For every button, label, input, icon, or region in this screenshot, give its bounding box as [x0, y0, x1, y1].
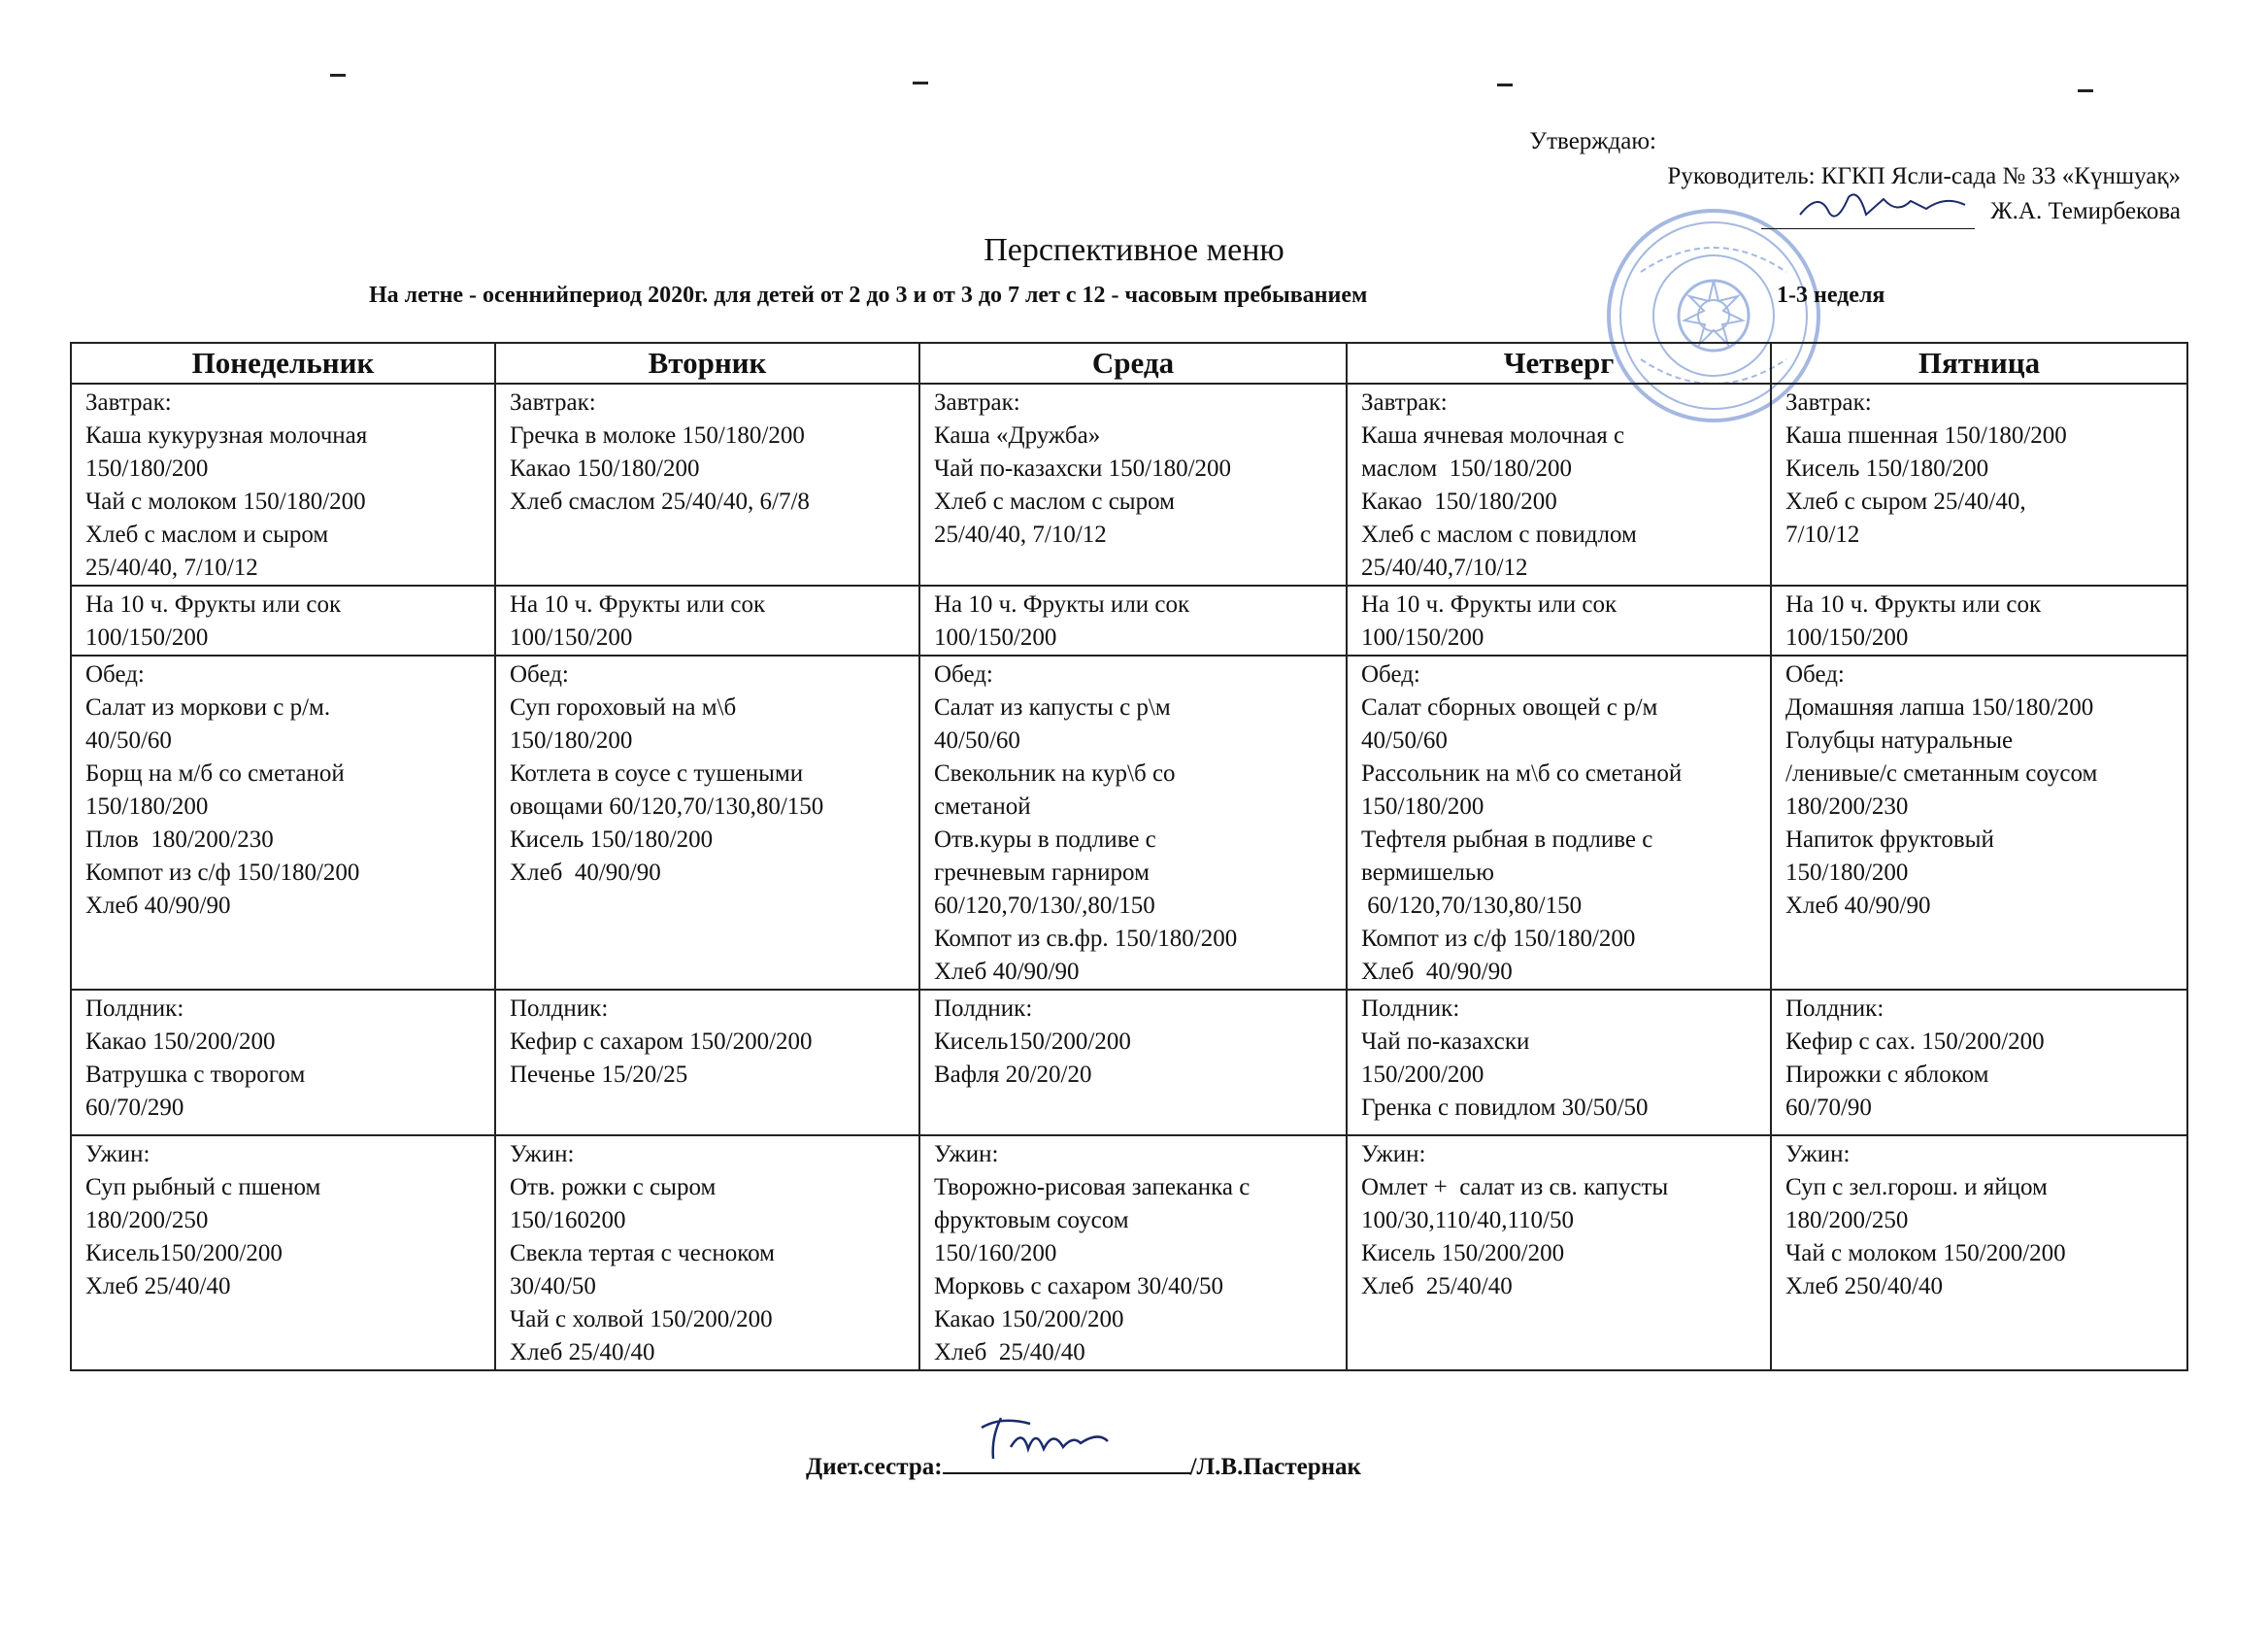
meal-heading: Завтрак:	[1785, 389, 1872, 416]
menu-item: Гренка с повидлом 30/50/50	[1361, 1095, 1649, 1121]
menu-item: Гречка в молоке 150/180/200	[510, 422, 805, 449]
menu-item: Каша кукурузная молочная	[85, 422, 368, 449]
menu-item: Кисель150/200/200	[934, 1028, 1131, 1055]
menu-item: Чай с молоком 150/200/200	[1785, 1240, 2066, 1266]
nurse-signature	[943, 1447, 1190, 1474]
menu-cell	[1347, 586, 1771, 656]
menu-item: 150/160200	[510, 1207, 626, 1233]
menu-item: Домашняя лапша 150/180/200	[1785, 694, 2094, 721]
menu-item: Кефир с сахаром 150/200/200	[510, 1028, 813, 1055]
meal-heading: Обед:	[934, 661, 993, 688]
meal-heading: Обед:	[510, 661, 569, 688]
breakfast-row	[71, 384, 2187, 586]
menu-item: Компот из с/ф 150/180/200	[1361, 926, 1636, 952]
day-header: Четверг	[1347, 343, 1771, 384]
menu-cell	[1347, 384, 1771, 586]
meal-heading: Завтрак:	[85, 389, 172, 416]
menu-item: 25/40/40,7/10/12	[1361, 555, 1528, 581]
menu-item: 40/50/60	[934, 727, 1020, 754]
menu-cell	[1771, 586, 2187, 656]
menu-item: 100/150/200	[1361, 624, 1484, 651]
menu-cell	[1347, 656, 1771, 990]
menu-item: Чай по-казахски 150/180/200	[934, 455, 1232, 482]
menu-item: 150/180/200	[85, 455, 209, 482]
menu-cell	[1347, 990, 1771, 1135]
meal-heading: На 10 ч. Фрукты или сок	[85, 591, 342, 618]
meal-heading: Обед:	[85, 661, 145, 688]
menu-item: Хлеб 40/90/90	[1361, 959, 1513, 985]
menu-item: Хлеб смаслом 25/40/40, 6/7/8	[510, 489, 810, 515]
menu-item: Хлеб 25/40/40	[85, 1273, 231, 1299]
scan-mark	[1497, 84, 1513, 86]
menu-item: Чай по-казахски	[1361, 1028, 1530, 1055]
menu-cell	[1347, 1135, 1771, 1370]
menu-item: 60/120,70/130,80/150	[1361, 893, 1583, 919]
menu-cell	[71, 1135, 495, 1370]
menu-item: Отв. рожки с сыром	[510, 1174, 717, 1200]
approval-label: Утверждаю:	[1529, 128, 1656, 154]
menu-item: 25/40/40, 7/10/12	[934, 522, 1107, 548]
meal-heading: Ужин:	[510, 1141, 575, 1167]
menu-item: Какао 150/180/200	[1361, 489, 1557, 515]
approval-block	[1529, 124, 2181, 229]
menu-cell	[71, 586, 495, 656]
menu-item: фруктовым соусом	[934, 1207, 1129, 1233]
menu-cell	[919, 1135, 1347, 1370]
menu-item: вермишелью	[1361, 859, 1494, 886]
menu-cell	[1771, 990, 2187, 1135]
menu-item: 180/200/250	[85, 1207, 209, 1233]
menu-item: Борщ на м/б со сметаной	[85, 760, 345, 787]
day-header: Вторник	[495, 343, 919, 384]
menu-item: Хлеб с маслом с сыром	[934, 489, 1175, 515]
menu-item: Тефтеля рыбная в подливе с	[1361, 826, 1653, 853]
menu-item: Каша ячневая молочная с	[1361, 422, 1625, 449]
menu-item: Печенье 15/20/25	[510, 1061, 688, 1088]
director-name: Ж.А. Темирбекова	[1990, 198, 2181, 224]
menu-item: Хлеб 250/40/40	[1785, 1273, 1943, 1299]
menu-item: 180/200/250	[1785, 1207, 1909, 1233]
menu-item: Каша «Дружба»	[934, 422, 1101, 449]
meal-heading: Полдник:	[1361, 995, 1460, 1022]
menu-cell	[495, 1135, 919, 1370]
meal-heading: Ужин:	[1361, 1141, 1426, 1167]
meal-heading: Полдник:	[1785, 995, 1884, 1022]
menu-item: Суп с зел.горош. и яйцом	[1785, 1174, 2048, 1200]
day-header: Пятница	[1771, 343, 2187, 384]
footer-signature	[806, 1447, 1361, 1484]
menu-item: 100/30,110/40,110/50	[1361, 1207, 1574, 1233]
menu-item: 100/150/200	[85, 624, 209, 651]
menu-item: Свекла тертая с чесноком	[510, 1240, 775, 1266]
menu-item: Кисель 150/180/200	[1785, 455, 1989, 482]
dinner-row	[71, 1135, 2187, 1370]
meal-heading: На 10 ч. Фрукты или сок	[934, 591, 1190, 618]
menu-item: Свекольник на кур\б со	[934, 760, 1176, 787]
menu-item: Суп рыбный с пшеном	[85, 1174, 321, 1200]
day-header: Среда	[919, 343, 1347, 384]
menu-item: сметаной	[934, 793, 1031, 820]
menu-cell	[919, 656, 1347, 990]
menu-item: маслом 150/180/200	[1361, 455, 1573, 482]
menu-cell	[71, 990, 495, 1135]
meal-heading: Ужин:	[934, 1141, 999, 1167]
menu-item: 150/180/200	[1361, 793, 1484, 820]
menu-body	[71, 384, 2187, 1370]
afternoon-snack-row	[71, 990, 2187, 1135]
meal-heading: Обед:	[1361, 661, 1420, 688]
menu-table	[70, 342, 2188, 1371]
menu-cell	[1771, 384, 2187, 586]
menu-item: Кефир с сах. 150/200/200	[1785, 1028, 2045, 1055]
director-line: Руководитель: КГКП Ясли-сада № 33 «Күншуақ»	[1667, 163, 2181, 189]
menu-cell	[495, 656, 919, 990]
menu-cell	[919, 384, 1347, 586]
menu-item: Хлеб с маслом с повидлом	[1361, 522, 1637, 548]
menu-item: Хлеб 40/90/90	[510, 859, 661, 886]
menu-item: Омлет + салат из св. капусты	[1361, 1174, 1669, 1200]
menu-item: Кисель 150/200/200	[1361, 1240, 1565, 1266]
menu-item: Хлеб 25/40/40	[934, 1339, 1085, 1365]
menu-cell	[919, 586, 1347, 656]
menu-item: Салат сборных овощей с р/м	[1361, 694, 1658, 721]
menu-item: Хлеб с сыром 25/40/40,	[1785, 489, 2026, 515]
meal-heading: Полдник:	[934, 995, 1033, 1022]
meal-heading: Обед:	[1785, 661, 1845, 688]
week-label: 1-3 неделя	[1777, 283, 1885, 308]
page-title: Перспективное меню	[984, 232, 1284, 268]
menu-cell	[919, 990, 1347, 1135]
snack-row	[71, 586, 2187, 656]
menu-item: 25/40/40, 7/10/12	[85, 555, 258, 581]
menu-item: 7/10/12	[1785, 522, 1860, 548]
menu-cell	[71, 656, 495, 990]
meal-heading: Полдник:	[510, 995, 609, 1022]
menu-item: овощами 60/120,70/130,80/150	[510, 793, 824, 820]
menu-item: Какао 150/180/200	[510, 455, 700, 482]
menu-item: Кисель 150/180/200	[510, 826, 714, 853]
menu-item: Хлеб 25/40/40	[1361, 1273, 1513, 1299]
scan-mark	[913, 82, 928, 84]
scan-mark	[2078, 89, 2093, 92]
day-header: Понедельник	[71, 343, 495, 384]
menu-item: Ватрушка с творогом	[85, 1061, 306, 1088]
menu-item: Каша пшенная 150/180/200	[1785, 422, 2067, 449]
menu-item: Хлеб 25/40/40	[510, 1339, 655, 1365]
menu-item: Творожно-рисовая запеканка с	[934, 1174, 1251, 1200]
director-signature-line	[1529, 194, 2181, 229]
menu-item: Компот из с/ф 150/180/200	[85, 859, 360, 886]
day-header-row	[71, 343, 2187, 384]
meal-heading: Завтрак:	[510, 389, 596, 416]
page-subtitle: На летне - осеннийпериод 2020г. для детей от 2 до 3 и от 3 до 7 лет с 12 - часовым пребыванием	[369, 283, 1368, 308]
menu-item: Вафля 20/20/20	[934, 1061, 1092, 1088]
menu-item: Отв.куры в подливе с	[934, 826, 1156, 853]
footer-label: Диет.сестра:	[806, 1454, 943, 1480]
menu-item: Хлеб 40/90/90	[934, 959, 1080, 985]
menu-item: Плов 180/200/230	[85, 826, 274, 853]
director-signature	[1761, 199, 1975, 229]
meal-heading: На 10 ч. Фрукты или сок	[1361, 591, 1618, 618]
menu-item: Какао 150/200/200	[934, 1306, 1124, 1332]
menu-item: Кисель150/200/200	[85, 1240, 283, 1266]
meal-heading: На 10 ч. Фрукты или сок	[1785, 591, 2042, 618]
menu-item: 40/50/60	[1361, 727, 1448, 754]
menu-item: Компот из св.фр. 150/180/200	[934, 926, 1238, 952]
menu-item: 100/150/200	[934, 624, 1057, 651]
menu-item: Хлеб 40/90/90	[1785, 893, 1931, 919]
menu-item: 180/200/230	[1785, 793, 1909, 820]
meal-heading: Завтрак:	[934, 389, 1020, 416]
menu-item: 150/160/200	[934, 1240, 1057, 1266]
menu-item: Чай с холвой 150/200/200	[510, 1306, 773, 1332]
menu-item: /ленивые/с сметанным соусом	[1785, 760, 2098, 787]
menu-item: 150/180/200	[510, 727, 633, 754]
menu-item: 30/40/50	[510, 1273, 596, 1299]
meal-heading: Ужин:	[1785, 1141, 1851, 1167]
menu-item: Голубцы натуральные	[1785, 727, 2014, 754]
menu-item: Какао 150/200/200	[85, 1028, 276, 1055]
menu-cell	[495, 990, 919, 1135]
menu-item: Салат из капусты с р\м	[934, 694, 1171, 721]
menu-item: Котлета в соусе с тушеными	[510, 760, 804, 787]
menu-cell	[1771, 656, 2187, 990]
menu-cell	[1771, 1135, 2187, 1370]
lunch-row	[71, 656, 2187, 990]
menu-item: 60/70/90	[1785, 1095, 1872, 1121]
menu-item: 40/50/60	[85, 727, 172, 754]
menu-cell	[71, 384, 495, 586]
menu-item: Хлеб 40/90/90	[85, 893, 231, 919]
menu-item: 60/120,70/130/,80/150	[934, 893, 1155, 919]
menu-item: 150/180/200	[85, 793, 209, 820]
footer-name: /Л.В.Пастернак	[1189, 1454, 1361, 1480]
menu-cell	[495, 384, 919, 586]
meal-heading: На 10 ч. Фрукты или сок	[510, 591, 766, 618]
menu-item: Чай с молоком 150/180/200	[85, 489, 366, 515]
menu-item: Пирожки с яблоком	[1785, 1061, 1989, 1088]
menu-item: Салат из моркови с р/м.	[85, 694, 331, 721]
meal-heading: Завтрак:	[1361, 389, 1448, 416]
menu-item: 100/150/200	[510, 624, 633, 651]
menu-item: Морковь с сахаром 30/40/50	[934, 1273, 1224, 1299]
menu-cell	[495, 586, 919, 656]
meal-heading: Полдник:	[85, 995, 184, 1022]
menu-item: Напиток фруктовый	[1785, 826, 1994, 853]
menu-item: 150/180/200	[1785, 859, 1909, 886]
menu-item: Рассольник на м\б со сметаной	[1361, 760, 1683, 787]
menu-item: 150/200/200	[1361, 1061, 1484, 1088]
meal-heading: Ужин:	[85, 1141, 150, 1167]
scan-mark	[330, 74, 346, 77]
menu-item: Хлеб с маслом и сыром	[85, 522, 329, 548]
menu-item: гречневым гарниром	[934, 859, 1150, 886]
menu-item: 100/150/200	[1785, 624, 1909, 651]
menu-item: Суп гороховый на м\б	[510, 694, 737, 721]
menu-item: 60/70/290	[85, 1095, 184, 1121]
